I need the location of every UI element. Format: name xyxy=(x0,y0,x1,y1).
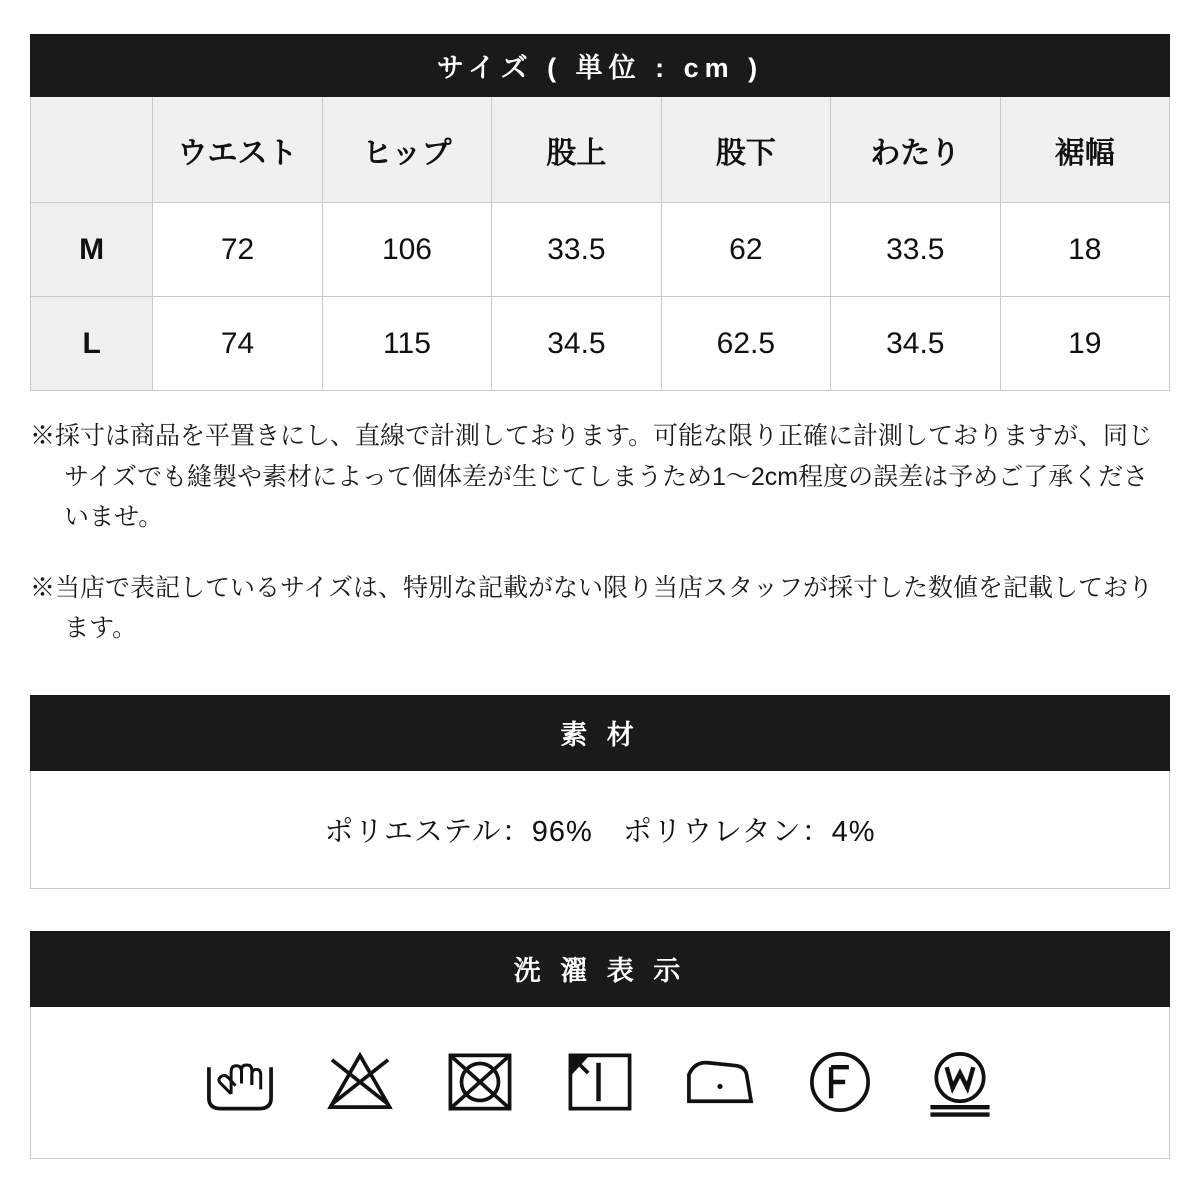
cell-l-thigh: 34.5 xyxy=(831,297,1000,391)
col-header-rise: 股上 xyxy=(492,97,661,203)
note-measurement-tolerance: ※採寸は商品を平置きにし、直線で計測しております。可能な限り正確に計測しておりますが、同じサイズでも縫製や素材によって個体差が生じてしまうため1〜2cm程度の誤差は予めご了承くださいませ。 xyxy=(30,422,1154,531)
drip-dry-in-shade-icon xyxy=(563,1045,637,1119)
no-tumble-dry-icon xyxy=(443,1045,517,1119)
row-label-l: L xyxy=(31,297,153,391)
cell-m-thigh: 33.5 xyxy=(831,203,1000,297)
no-bleach-icon xyxy=(323,1045,397,1119)
material-composition: ポリエステル：96% ポリウレタン：4% xyxy=(30,771,1170,889)
iron-low-icon xyxy=(683,1045,757,1119)
size-section xyxy=(30,34,1170,391)
hand-wash-icon xyxy=(203,1045,277,1119)
care-section-title: 洗 濯 表 示 xyxy=(30,931,1170,1007)
cell-m-rise: 33.5 xyxy=(492,203,661,297)
table-row xyxy=(31,203,1170,297)
col-header-inseam: 股下 xyxy=(661,97,830,203)
care-section xyxy=(30,931,1170,1159)
measurement-notes xyxy=(30,416,1170,649)
wet-clean-w-icon xyxy=(923,1045,997,1119)
dry-clean-f-icon xyxy=(803,1045,877,1119)
material-section-title: 素 材 xyxy=(30,695,1170,771)
note-measured-by-staff: ※当店で表記しているサイズは、特別な記載がない限り当店スタッフが採寸した数値を記載しております。 xyxy=(30,573,1154,642)
size-table xyxy=(30,34,1170,391)
cell-m-hem: 18 xyxy=(1000,203,1170,297)
cell-l-hip: 115 xyxy=(322,297,491,391)
col-header-waist: ウエスト xyxy=(153,97,322,203)
cell-l-inseam: 62.5 xyxy=(661,297,830,391)
size-table-title: サイズ ( 単位 : cm ) xyxy=(31,35,1170,97)
cell-l-waist: 74 xyxy=(153,297,322,391)
cell-l-rise: 34.5 xyxy=(492,297,661,391)
cell-m-inseam: 62 xyxy=(661,203,830,297)
size-table-header-row xyxy=(31,97,1170,203)
table-row xyxy=(31,297,1170,391)
material-section xyxy=(30,695,1170,889)
cell-l-hem: 19 xyxy=(1000,297,1170,391)
size-table-corner-cell xyxy=(31,97,153,203)
col-header-hip: ヒップ xyxy=(322,97,491,203)
cell-m-waist: 72 xyxy=(153,203,322,297)
col-header-hem: 裾幅 xyxy=(1000,97,1170,203)
col-header-thigh: わたり xyxy=(831,97,1000,203)
cell-m-hip: 106 xyxy=(322,203,491,297)
care-symbol-list xyxy=(30,1007,1170,1159)
row-label-m: M xyxy=(31,203,153,297)
